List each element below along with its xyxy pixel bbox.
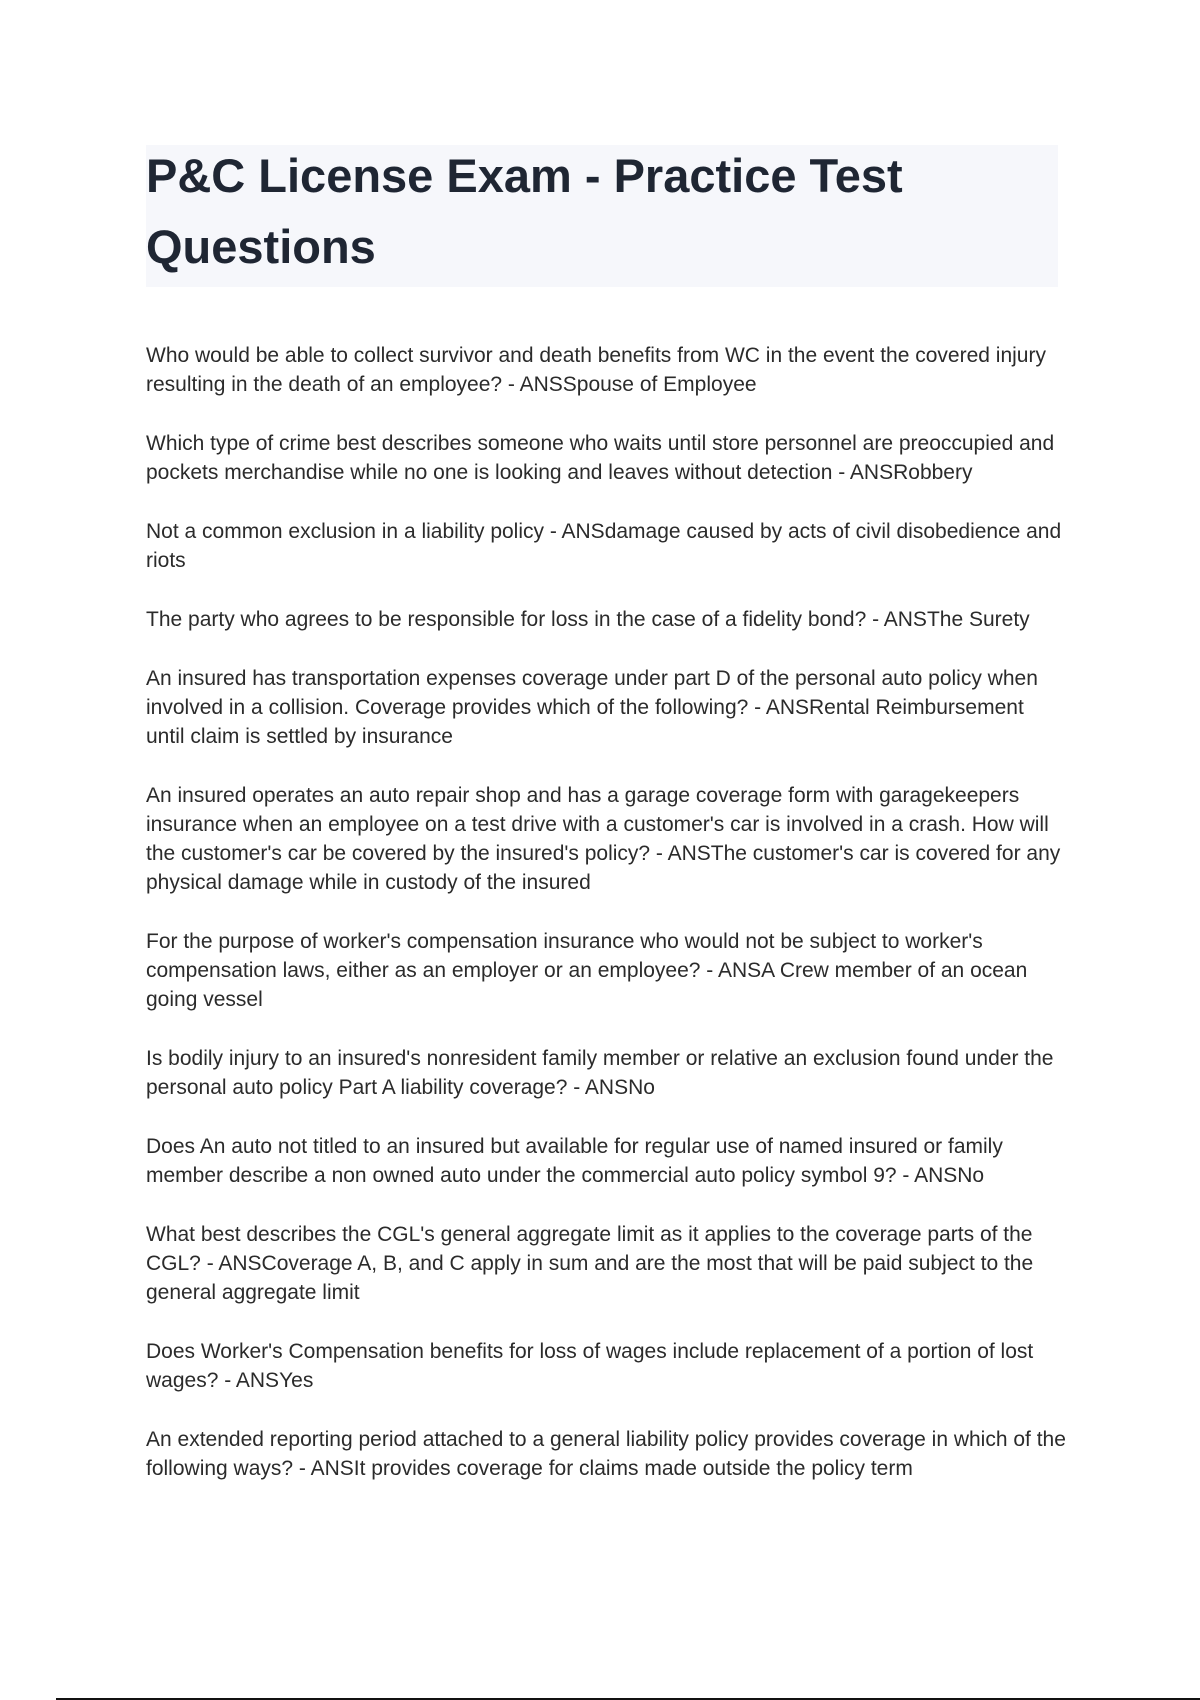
qa-item-6: An insured operates an auto repair shop and has a garage coverage form with garagekeepers insurance when an employee on a test drive with a customer's car is involved in a crash. How will the customer's car be covered by the insured's policy? - ANSThe customer's car is covered for any physical damage while in custody of the insured bbox=[146, 784, 1061, 894]
qa-item-7: For the purpose of worker's compensation insurance who would not be subject to worker's compensation laws, either as an employer or an employee? - ANSA Crew member of an ocean going vessel bbox=[146, 930, 1028, 1011]
qa-item-1: Who would be able to collect survivor and death benefits from WC in the event the covered injury resulting in the death of an employee? - ANSSpouse of Employee bbox=[146, 344, 1046, 396]
qa-item-4: The party who agrees to be responsible for loss in the case of a fidelity bond? - ANSThe Surety bbox=[146, 608, 1030, 631]
qa-item-9: Does An auto not titled to an insured but available for regular use of named insured or family member describe a non owned auto under the commercial auto policy symbol 9? - ANSNo bbox=[146, 1135, 1003, 1187]
qa-item-10: What best describes the CGL's general aggregate limit as it applies to the coverage parts of the CGL? - ANSCoverage A, B, and C apply in sum and are the most that will be paid subject to the general aggregate limit bbox=[146, 1223, 1034, 1304]
qa-item-2: Which type of crime best describes someone who waits until store personnel are preoccupied and pockets merchandise while no one is looking and leaves without detection - ANSRobbery bbox=[146, 432, 1055, 484]
qa-item-11: Does Worker's Compensation benefits for loss of wages include replacement of a portion of lost wages? - ANSYes bbox=[146, 1340, 1034, 1392]
qa-item-5: An insured has transportation expenses coverage under part D of the personal auto policy when involved in a collision. Coverage provides which of the following? - ANSRental Reimbursement until claim is settled by insurance bbox=[146, 667, 1038, 748]
document-title: P&C License Exam - Practice Test Questions bbox=[146, 149, 903, 273]
qa-item-12: An extended reporting period attached to a general liability policy provides coverage in which of the following ways? - ANSIt provides coverage for claims made outside the policy term bbox=[146, 1428, 1066, 1480]
qa-item-3: Not a common exclusion in a liability policy - ANSdamage caused by acts of civil disobedience and riots bbox=[146, 520, 1062, 572]
qa-item-8: Is bodily injury to an insured's nonresident family member or relative an exclusion found under the personal auto policy Part A liability coverage? - ANSNo bbox=[146, 1047, 1054, 1099]
question-answer-list bbox=[146, 341, 1066, 1513]
